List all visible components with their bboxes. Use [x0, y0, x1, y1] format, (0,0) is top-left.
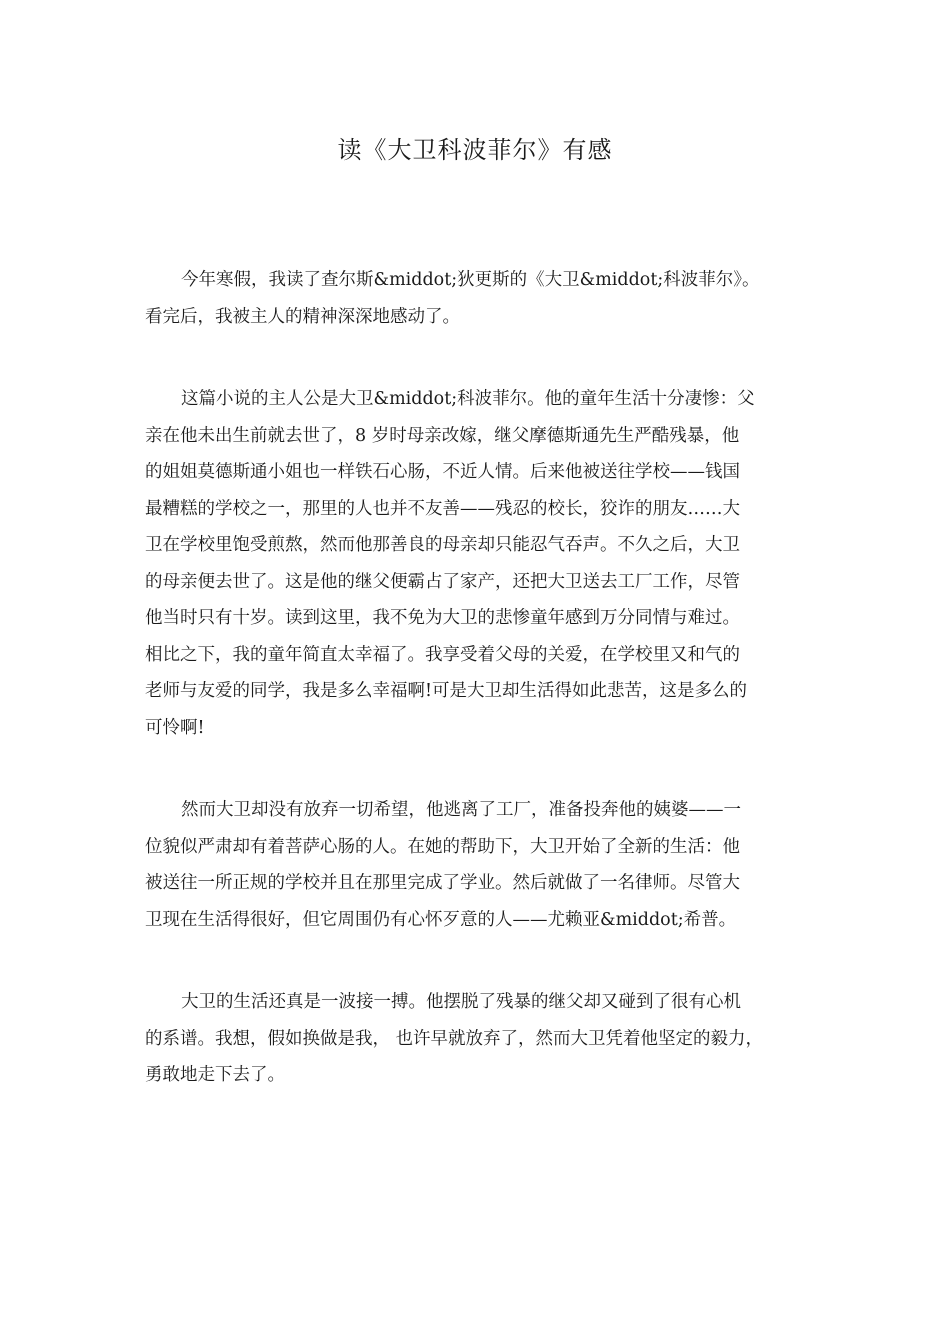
paragraph-line: 他当时只有十岁。读到这里，我不免为大卫的悲惨童年感到万分同情与难过。	[145, 608, 740, 628]
paragraph-3	[145, 792, 810, 938]
paragraph-line: 的姐姐莫德斯通小姐也一样铁石心肠，不近人情。后来他被送往学校——钱国	[145, 462, 740, 482]
paragraph-1	[145, 262, 810, 335]
paragraph-line: 被送往一所正规的学校并且在那里完成了学业。然后就做了一名律师。尽管大	[145, 873, 740, 893]
paragraph-line: 最糟糕的学校之一，那里的人也并不友善——残忍的校长，狡诈的朋友……大	[145, 498, 740, 519]
paragraph-line: 的母亲便去世了。这是他的继父便霸占了家产，还把大卫送去工厂工作，尽管	[145, 571, 740, 592]
paragraph-line: 相比之下，我的童年简直太幸福了。我享受着父母的关爱，在学校里又和气的	[145, 644, 740, 665]
paragraph-line: 可怜啊!	[145, 717, 205, 738]
paragraph-line: 的系谱。我想，假如换做是我， 也许早就放弃了，然而大卫凭着他坚定的毅力，	[145, 1028, 764, 1049]
paragraph-4	[145, 984, 810, 1094]
paragraph-line: 勇敢地走下去了。	[145, 1065, 285, 1085]
paragraph-line: 位貌似严肃却有着菩萨心肠的人。在她的帮助下，大卫开始了全新的生活：他	[145, 836, 740, 857]
paragraph-line: 这篇小说的主人公是大卫&middot;科波菲尔。他的童年生活十分凄惨：父	[181, 389, 755, 409]
document-title: 读《大卫科波菲尔》有感	[337, 136, 613, 164]
paragraph-line: 卫在学校里饱受煎熬，然而他那善良的母亲却只能忍气吞声。不久之后，大卫	[145, 535, 740, 555]
paragraph-line: 亲在他未出生前就去世了，8 岁时母亲改嫁，继父摩德斯通先生严酷残暴，他	[145, 425, 740, 446]
paragraph-line: 大卫的生活还真是一波接一搏。他摆脱了残暴的继父却又碰到了很有心机	[181, 992, 741, 1012]
paragraph-line: 看完后，我被主人的精神深深地感动了。	[145, 306, 460, 327]
paragraph-line: 今年寒假，我读了查尔斯&middot;狄更斯的《大卫&middot;科波菲尔》。	[181, 270, 760, 290]
paragraph-2	[145, 381, 810, 746]
paragraph-line: 然而大卫却没有放弃一切希望，他逃离了工厂，准备投奔他的姨婆——一	[181, 800, 741, 820]
document-body	[145, 262, 810, 1140]
paragraph-line: 卫现在生活得很好，但它周围仍有心怀歹意的人——尤赖亚&middot;希普。	[145, 909, 737, 930]
paragraph-line: 老师与友爱的同学，我是多么幸福啊!可是大卫却生活得如此悲苦，这是多么的	[145, 681, 748, 701]
